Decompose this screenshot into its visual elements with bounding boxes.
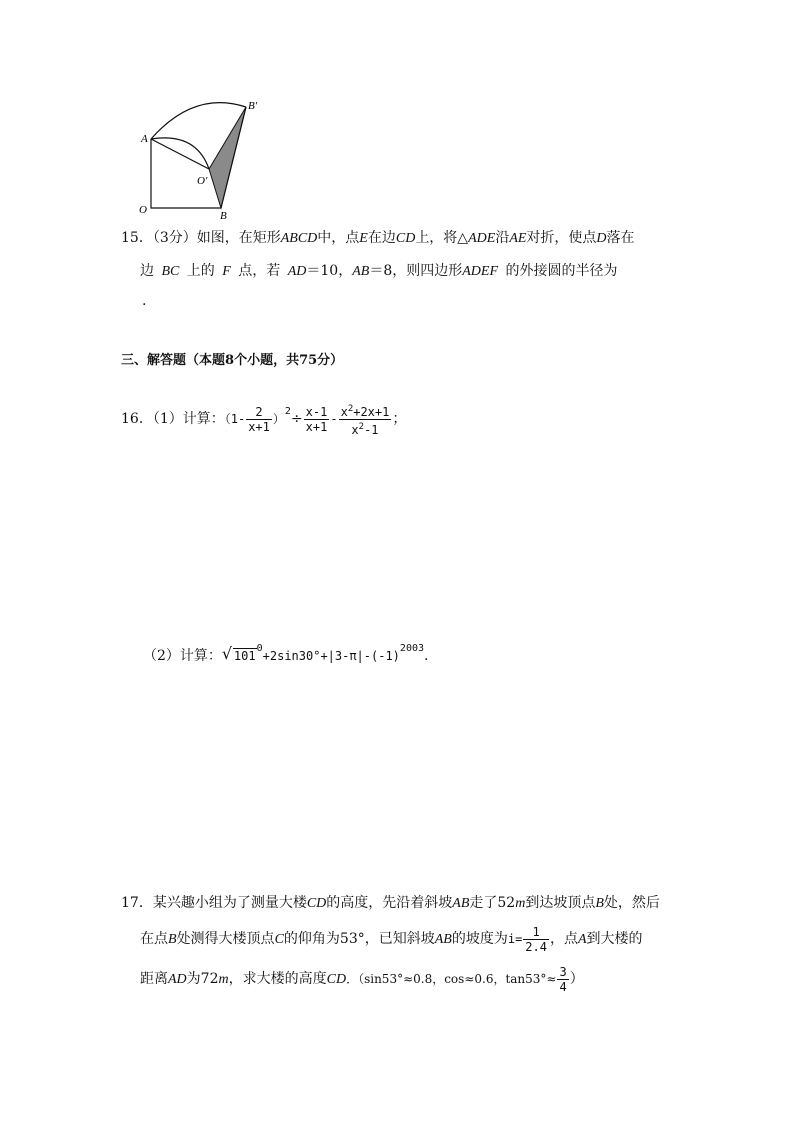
q16-close: ）	[272, 412, 285, 426]
q15-var: ADE	[468, 231, 496, 246]
q15-text: 中，点	[317, 230, 360, 246]
q16-open: （1-	[224, 412, 246, 426]
tan-den: 4	[559, 979, 567, 994]
q17-text: 在点	[140, 931, 168, 947]
q16-end: ；	[392, 411, 407, 427]
q15-line3	[142, 291, 146, 311]
q17-line1	[121, 893, 660, 914]
q16-part2-rest: +2sin30°+|3-π|-(-1)	[262, 649, 400, 663]
q15-var: E	[359, 231, 368, 246]
q15-line2	[140, 261, 617, 282]
q15-var: F	[222, 264, 231, 279]
fraction-3-num-sup: 2	[347, 403, 354, 414]
fraction-3-num-x: x	[340, 404, 348, 419]
q16-label: 16．（1）计算：	[121, 411, 225, 427]
slope-den: 2.4	[525, 939, 547, 954]
minus-sign: -	[330, 412, 338, 426]
q17-text: 处，然后	[603, 895, 660, 911]
q15-blank-end: .	[142, 293, 147, 309]
section-title-text: 个小题，共	[234, 353, 300, 368]
q15-var: ADEF	[462, 264, 499, 279]
q17-text: ）	[569, 971, 584, 987]
q17-text: ，点	[549, 931, 578, 947]
fraction-3-den-rest: -1	[364, 422, 379, 437]
q17-trig: ．（sin53°≈0.8，cos≈0.6，tan53°≈	[346, 972, 557, 986]
q17-text: 的仰角为	[283, 931, 340, 947]
fraction-3	[339, 402, 392, 437]
q17-text: 的高度，先沿着斜坡	[326, 895, 453, 911]
fraction-2	[304, 405, 330, 434]
q17-text: 处测得大楼顶点	[176, 931, 275, 947]
section-title-text: 分）	[317, 353, 344, 368]
q16-part2-end: .	[424, 648, 429, 664]
fraction-2-den: x+1	[305, 419, 328, 434]
tan-fraction	[557, 965, 568, 994]
q17-num: 52	[497, 895, 516, 911]
q17-text: ，已知斜坡	[364, 931, 435, 947]
section-title-text: 三、解答题（本题	[121, 353, 226, 368]
q15-var: AE	[509, 231, 527, 246]
chord-a-oprime	[151, 139, 209, 169]
q15-var: BC	[161, 264, 180, 279]
label-O-prime: O′	[197, 175, 208, 187]
q17-text: 17．某兴趣小组为了测量大楼	[121, 895, 307, 911]
fraction-3-den-x: x	[351, 422, 359, 437]
q15-text: ＝10，	[306, 263, 353, 279]
sqrt-radicand: 101	[233, 649, 256, 663]
q15-text: 上，将△	[415, 230, 469, 246]
q17-line3	[140, 962, 584, 996]
q15-text: 对折，使点	[526, 230, 597, 246]
power-0: 0	[256, 643, 263, 654]
section-title	[121, 351, 343, 371]
q17-angle: 53°	[339, 931, 365, 947]
q17-var: AB	[452, 896, 470, 911]
q15-text: ＝8，则四边形	[369, 263, 463, 279]
slope-i: i=	[507, 932, 523, 946]
fraction-3-den	[339, 420, 392, 437]
shaded-region	[209, 107, 246, 208]
q15-var: AD	[287, 264, 307, 279]
q17-unit: m	[515, 896, 526, 911]
sqrt-symbol: √	[221, 644, 233, 663]
q15-var: CD	[395, 231, 416, 246]
slope-fraction	[523, 925, 549, 954]
q15-text: 沿	[495, 230, 510, 246]
label-O: O	[139, 204, 147, 216]
q17-text: 距离	[140, 971, 168, 987]
divide-sign: ÷	[290, 411, 303, 427]
fraction-1	[246, 405, 272, 434]
q17-var: AB	[434, 932, 452, 947]
q17-var: B	[168, 932, 177, 947]
q17-var: CD	[306, 896, 327, 911]
q15-text: 在边	[367, 230, 396, 246]
fraction-2-num: x-1	[305, 404, 328, 419]
q15-text: 15．（3分）如图，在矩形	[121, 230, 281, 246]
q17-text: 为	[186, 971, 201, 987]
fraction-3-den-sup: 2	[358, 421, 365, 432]
q16-part2-label: （2）计算：	[143, 648, 222, 664]
q17-var: CD	[326, 972, 347, 987]
q16-part1	[121, 392, 407, 437]
q17-var: AD	[168, 972, 187, 987]
slope-num: 1	[523, 925, 549, 940]
q17-var: C	[274, 932, 284, 947]
q17-text: 的坡度为	[451, 931, 508, 947]
geometry-figure	[136, 96, 266, 221]
label-B: B	[220, 210, 227, 221]
label-A: A	[141, 133, 148, 145]
q15-line1	[121, 228, 635, 249]
power-2: 2	[284, 406, 291, 417]
q15-text: 落在	[606, 230, 635, 246]
fraction-1-den: x+1	[248, 419, 270, 434]
q15-text: 点，若	[238, 263, 281, 279]
q17-text: ，求大楼的高度	[228, 971, 327, 987]
q15-text: 的外接圆的半径为	[505, 263, 618, 279]
q15-text: 上的	[186, 263, 215, 279]
q17-text: 到达坡顶点	[525, 895, 596, 911]
q16-part2	[143, 637, 428, 668]
q15-text: 边	[140, 263, 154, 279]
q15-var: AB	[352, 264, 370, 279]
label-B-prime: B′	[248, 100, 258, 112]
q17-text: 走了	[469, 895, 498, 911]
q17-var: B	[595, 896, 604, 911]
section-title-num: 8	[225, 353, 235, 368]
q17-text: 到大楼的	[586, 931, 643, 947]
q17-unit: m	[218, 972, 229, 987]
sqrt-expression	[222, 644, 257, 668]
fraction-3-num	[339, 402, 392, 420]
q17-num: 72	[200, 971, 219, 987]
q15-var: D	[596, 231, 607, 246]
fraction-1-num: 2	[246, 405, 272, 420]
q17-line2	[140, 922, 643, 956]
power-2003: 2003	[399, 643, 425, 654]
q15-var: ABCD	[280, 231, 318, 246]
fraction-3-num-rest: +2x+1	[353, 404, 390, 419]
tan-num: 3	[559, 964, 567, 979]
q17-var: A	[577, 932, 587, 947]
section-title-num: 75	[299, 353, 318, 368]
